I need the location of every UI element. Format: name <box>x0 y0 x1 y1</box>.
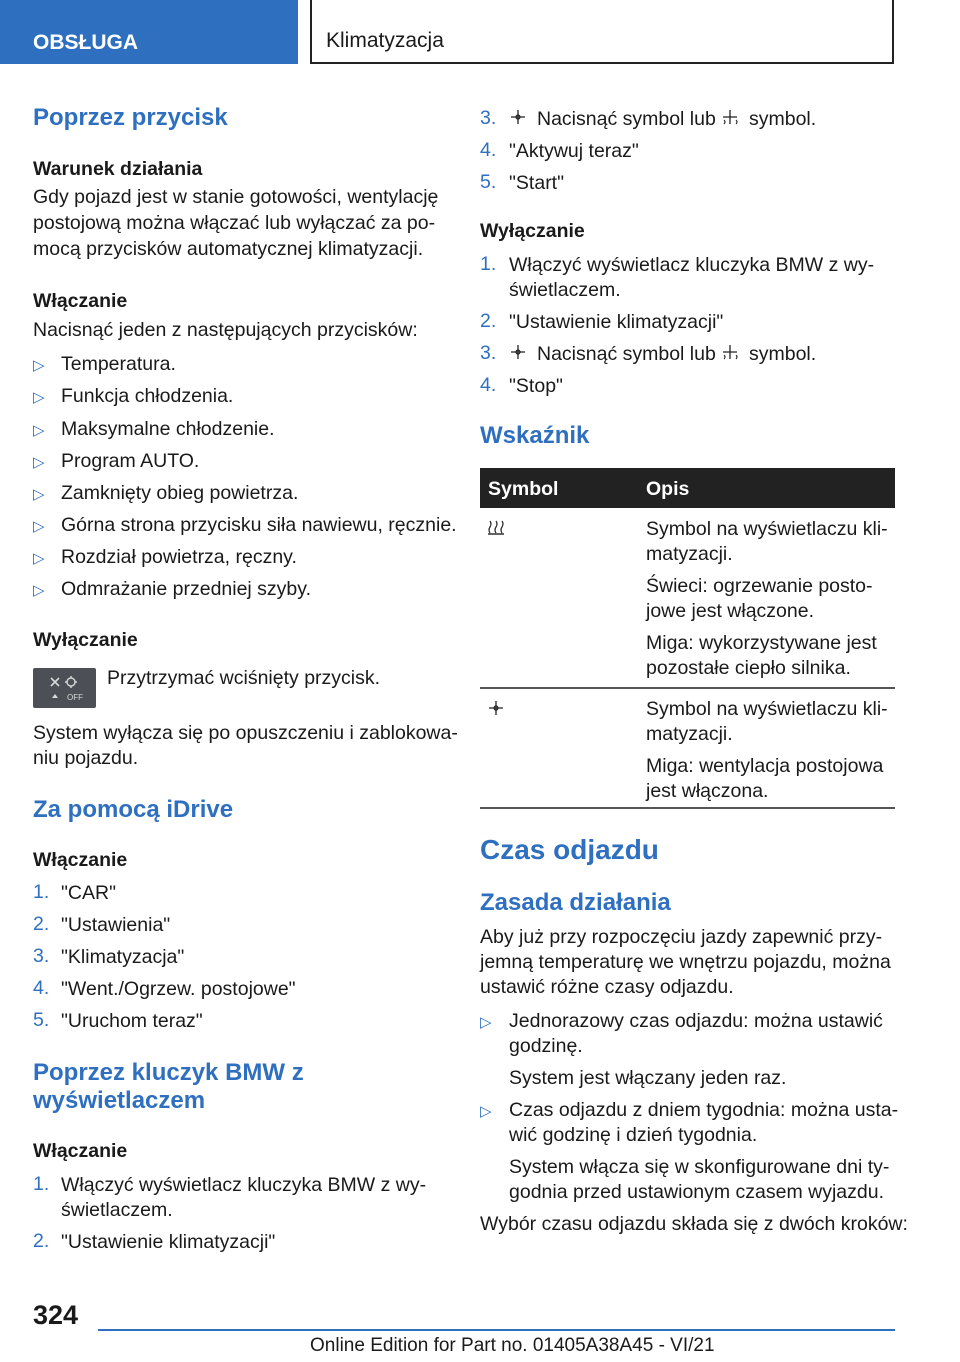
table-cell: matyzacji. <box>646 543 733 565</box>
principle-line: jemną temperaturę we wnętrzu pojazdu, można <box>480 951 891 973</box>
table-cell: Symbol na wyświetlaczu kli- <box>646 518 888 540</box>
step-item: "Uruchom teraz" <box>61 1010 203 1032</box>
step-item: Nacisnąć symbol lub <box>537 108 716 130</box>
list-item: Czas odjazdu z dniem tygodnia: można usta- <box>509 1099 899 1121</box>
parking-heater-icon <box>487 518 505 536</box>
step-number: 1. <box>33 881 50 903</box>
step-item-end: symbol. <box>749 108 817 130</box>
list-item: Górna strona przycisku siła nawiewu, ręcznie. <box>61 514 457 536</box>
col-symbol: Symbol <box>488 478 559 500</box>
list-item-note: godnia przed ustawionym czasem wyjazdu. <box>509 1181 885 1203</box>
table-cell: Świeci: ogrzewanie posto- <box>646 575 873 597</box>
table-cell: Miga: wykorzystywane jest <box>646 632 877 654</box>
step-number: 4. <box>33 977 50 999</box>
heading-idrive: Za pomocą iDrive <box>33 796 234 823</box>
list-item: Program AUTO. <box>61 450 200 472</box>
footer-edition: Online Edition for Part no. 01405A38A45 - VI/21 <box>310 1335 715 1356</box>
heading-czas-odjazdu: Czas odjazdu <box>480 834 659 865</box>
list-item: Jednorazowy czas odjazdu: można ustawić <box>509 1010 883 1032</box>
heading-wlaczanie-key: Włączanie <box>33 1140 128 1162</box>
triangle-bullet-icon: ▷ <box>33 518 45 535</box>
step-item: "Ustawienie klimatyzacji" <box>61 1231 276 1253</box>
heading-key-line1: Poprzez kluczyk BMW z <box>33 1059 304 1086</box>
heading-poprzez-przycisk: Poprzez przycisk <box>33 104 228 131</box>
step-item-end: symbol. <box>749 343 817 365</box>
chapter-title: Klimatyzacja <box>326 29 444 52</box>
off-hold-text: Przytrzymać wciśnięty przycisk. <box>107 667 381 689</box>
list-item-note: System jest włączany jeden raz. <box>509 1067 787 1089</box>
table-cell: matyzacji. <box>646 723 733 745</box>
step-number: 5. <box>33 1009 50 1031</box>
step-item: Włączyć wyświetlacz kluczyka BMW z wy- <box>61 1174 427 1196</box>
table-cell: pozostałe ciepło silnika. <box>646 657 851 679</box>
step-item: "Aktywuj teraz" <box>509 140 639 162</box>
step-number: 1. <box>480 253 497 275</box>
heading-zasada: Zasada działania <box>480 889 671 916</box>
table-cell: Miga: wentylacja postojowa <box>646 755 884 777</box>
off-note: System wyłącza się po opuszczeniu i zablokowa- <box>33 722 458 744</box>
step-item: "Ustawienie klimatyzacji" <box>509 311 724 333</box>
on-intro: Nacisnąć jeden z następujących przycisków: <box>33 319 418 341</box>
step-item: "Start" <box>509 172 565 194</box>
triangle-bullet-icon: ▷ <box>480 1103 492 1120</box>
fan-icon <box>487 699 505 717</box>
table-cell: jowe jest włączone. <box>646 600 814 622</box>
step-number: 4. <box>480 139 497 161</box>
list-item: Zamknięty obieg powietrza. <box>61 482 299 504</box>
section-tab <box>0 0 298 64</box>
fan-heat-icon <box>721 108 739 126</box>
step-item: Włączyć wyświetlacz kluczyka BMW z wy- <box>509 254 875 276</box>
step-item: "Ustawienia" <box>61 914 171 936</box>
table-header <box>480 468 895 508</box>
section-label: OBSŁUGA <box>33 31 138 54</box>
fan-off-button-image <box>33 668 96 708</box>
step-item: "CAR" <box>61 882 117 904</box>
cond-line: mocą przycisków automatycznej klimatyzacji. <box>33 238 424 260</box>
closing-line: Wybór czasu odjazdu składa się z dwóch kroków: <box>480 1213 908 1235</box>
triangle-bullet-icon: ▷ <box>33 582 45 599</box>
step-item-cont: świetlaczem. <box>509 279 621 301</box>
col-desc: Opis <box>646 478 690 500</box>
off-label: OFF <box>67 693 83 702</box>
table-divider <box>480 807 895 809</box>
cond-line: postojową można włączać lub wyłączać za po- <box>33 212 436 234</box>
list-item: Maksymalne chłodzenie. <box>61 418 275 440</box>
off-note: niu pojazdu. <box>33 747 139 769</box>
list-item: Temperatura. <box>61 353 176 375</box>
fan-heat-icon <box>721 343 739 361</box>
page-number: 324 <box>33 1300 79 1330</box>
triangle-bullet-icon: ▷ <box>33 422 45 439</box>
list-item-cont: godzinę. <box>509 1035 583 1057</box>
heading-key-line2: wyświetlaczem <box>33 1087 206 1114</box>
step-number: 2. <box>480 310 497 332</box>
step-number: 1. <box>33 1173 50 1195</box>
step-number: 5. <box>480 171 497 193</box>
step-number: 2. <box>33 1230 50 1252</box>
triangle-bullet-icon: ▷ <box>33 357 45 374</box>
fan-icon <box>509 343 527 361</box>
list-item-cont: wić godzinę i dzień tygodnia. <box>509 1124 758 1146</box>
step-number: 3. <box>480 107 497 129</box>
step-number: 3. <box>480 342 497 364</box>
heading-wskaznik: Wskaźnik <box>480 422 590 449</box>
fan-icon <box>509 108 527 126</box>
table-divider <box>480 687 895 689</box>
step-item: "Went./Ogrzew. postojowe" <box>61 978 296 1000</box>
step-item-cont: świetlaczem. <box>61 1199 173 1221</box>
step-number: 4. <box>480 374 497 396</box>
step-number: 3. <box>33 945 50 967</box>
cond-line: Gdy pojazd jest w stanie gotowości, wentylację <box>33 186 439 208</box>
step-item: "Stop" <box>509 375 563 397</box>
heading-wylaczanie: Wyłączanie <box>33 629 138 651</box>
step-item: Nacisnąć symbol lub <box>537 343 716 365</box>
chapter-header <box>310 0 894 64</box>
heading-warunek: Warunek działania <box>33 158 203 180</box>
triangle-bullet-icon: ▷ <box>33 454 45 471</box>
principle-line: ustawić różne czasy odjazdu. <box>480 976 734 998</box>
list-item: Funkcja chłodzenia. <box>61 385 234 407</box>
list-item-note: System włącza się w skonfigurowane dni ty- <box>509 1156 890 1178</box>
triangle-bullet-icon: ▷ <box>480 1014 492 1031</box>
footer-rule <box>98 1329 895 1331</box>
list-item: Odmrażanie przedniej szyby. <box>61 578 311 600</box>
triangle-bullet-icon: ▷ <box>33 550 45 567</box>
table-cell: Symbol na wyświetlaczu kli- <box>646 698 888 720</box>
triangle-bullet-icon: ▷ <box>33 486 45 503</box>
list-item: Rozdział powietrza, ręczny. <box>61 546 297 568</box>
step-number: 2. <box>33 913 50 935</box>
heading-wlaczanie: Włączanie <box>33 290 128 312</box>
step-item: "Klimatyzacja" <box>61 946 185 968</box>
heading-wylaczanie-right: Wyłączanie <box>480 220 585 242</box>
fan-off-icon <box>33 668 96 708</box>
heading-wlaczanie-idrive: Włączanie <box>33 849 128 871</box>
table-cell: jest włączona. <box>646 780 769 802</box>
triangle-bullet-icon: ▷ <box>33 389 45 406</box>
principle-line: Aby już przy rozpoczęciu jazdy zapewnić przy- <box>480 926 883 948</box>
